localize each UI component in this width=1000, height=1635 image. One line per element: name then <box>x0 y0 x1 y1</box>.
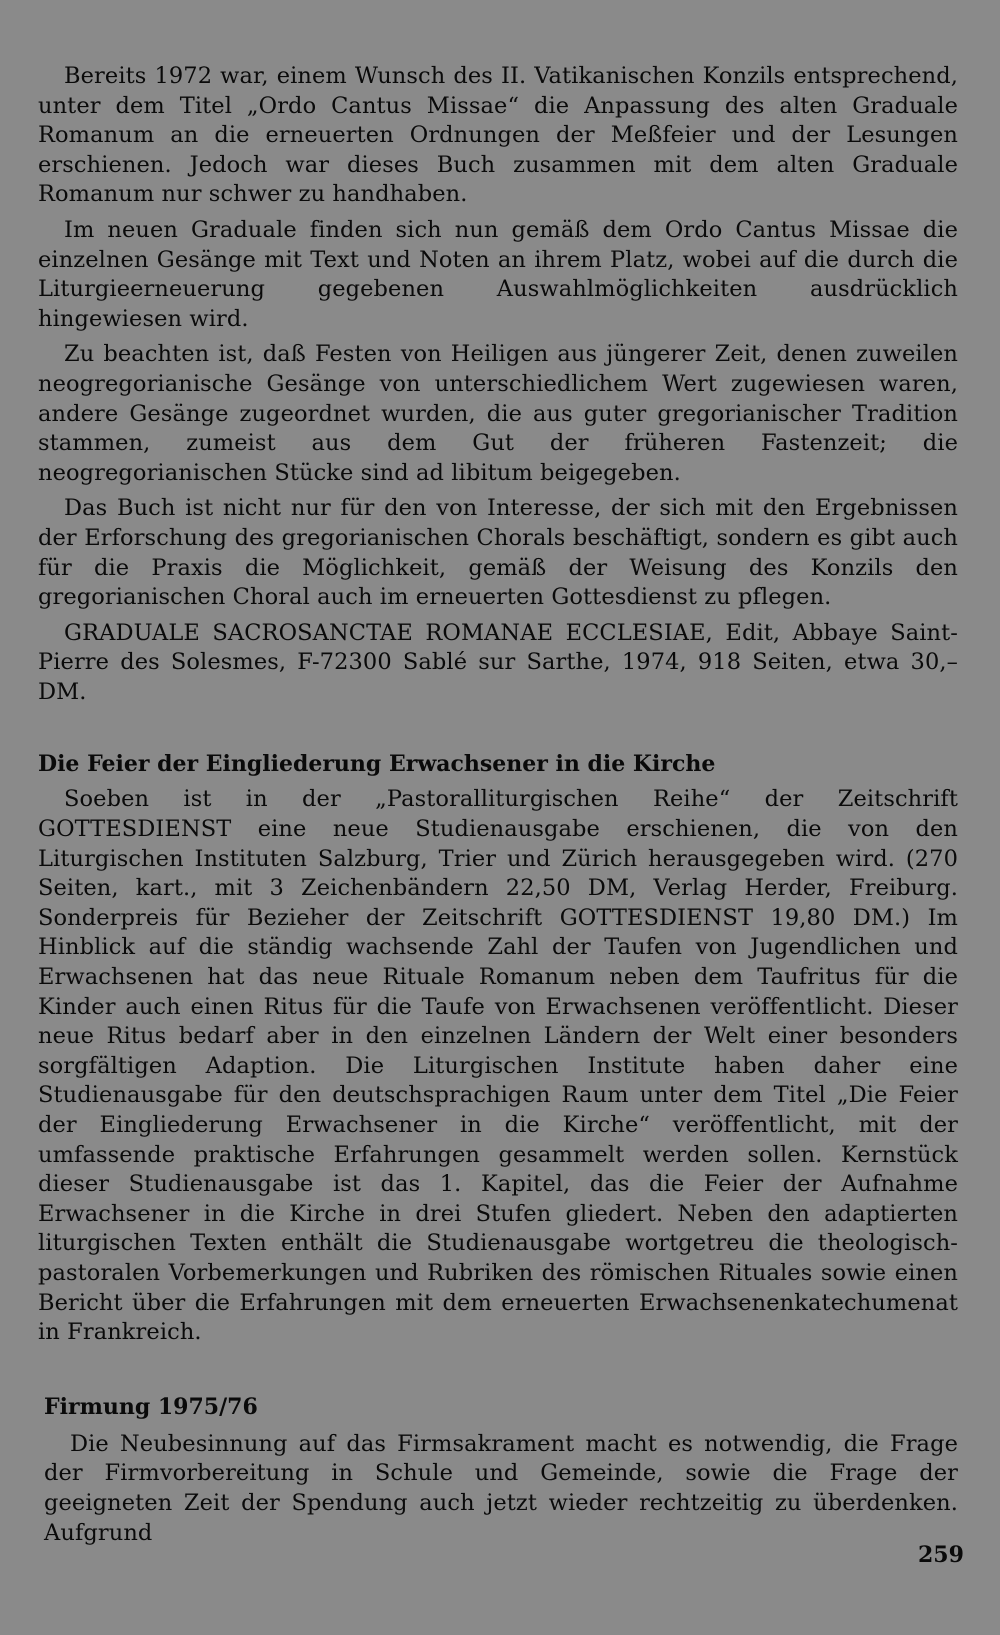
intro-paragraph-4: Das Buch ist nicht nur für den von Interesse, der sich mit den Ergebnissen der Erforschung des gregorianischen Chorals beschäftigt, sondern es gibt auch für die Praxis die Möglichkeit, gemäß der Weisung des Konzils den gregorianischen Choral auch im erneuerten Gottesdienst zu pflegen. <box>38 495 958 611</box>
section-paragraph-eingliederung: Soeben ist in der „Pastoralliturgischen Reihe“ der Zeitschrift GOTTESDIENST eine neue Studienausgabe erschienen, die von den Liturgischen Instituten Salzburg, Trier und Zürich herausgegeben wird. (270 Seiten, kart., mit 3 Zeichenbändern 22,50 DM, Verlag Herder, Freiburg. Sonderpreis für Bezieher der Zeitschrift GOTTESDIENST 19,80 DM.) Im Hinblick auf die ständig wachsende Zahl der Taufen von Jugendlichen und Erwachsenen hat das neue Rituale Romanum neben dem Taufritus für die Kinder auch einen Ritus für die Taufe von Erwachsenen veröffentlicht. Dieser neue Ritus bedarf aber in den einzelnen Ländern der Welt einer besonders sorgfältigen Adaption. Die Liturgischen Institute haben daher eine Studienausgabe für den deutschsprachigen Raum unter dem Titel „Die Feier der Eingliederung Erwachsener in die Kirche“ veröffentlicht, mit der umfassende praktische Erfahrungen gesammelt werden sollen. Kernstück dieser Studienausgabe ist das 1. Kapitel, das die Feier der Aufnahme Erwachsener in die Kirche in drei Stufen gliedert. Neben den adaptierten liturgischen Texten enthält die Studienausgabe wortgetreu die theologisch-pastoralen Vorbemerkungen und Rubriken des römischen Rituales sowie einen Bericht über die Erfahrungen mit dem erneuerten Erwachsenenkatechumenat in Frankreich. <box>38 786 958 1346</box>
intro-paragraph-3: Zu beachten ist, daß Festen von Heiligen aus jüngerer Zeit, denen zuweilen neogregorianische Gesänge von unterschiedlichem Wert zugewiesen waren, andere Gesänge zugeordnet wurden, die aus guter gregorianischer Tradition stammen, zumeist aus dem Gut der früheren Fastenzeit; die neogregorianischen Stücke sind ad libitum beigegeben. <box>38 341 958 486</box>
section-paragraph-firmung: Die Neubesinnung auf das Firmsakrament macht es notwendig, die Frage der Firmvorbereitung in Schule und Gemeinde, sowie die Frage der geeigneten Zeit der Spendung auch jetzt wieder rechtzeitig zu überdenken. Aufgrund <box>44 1430 958 1546</box>
intro-paragraph-2: Im neuen Graduale finden sich nun gemäß dem Ordo Cantus Missae die einzelnen Gesänge mit Text und Noten an ihrem Platz, wobei auf die durch die Liturgieerneuerung gegebenen Auswahlmöglichkeiten ausdrücklich hingewiesen wird. <box>38 216 958 332</box>
page-body <box>38 62 958 1554</box>
book-citation: GRADUALE SACROSANCTAE ROMANAE ECCLESIAE, Edit, Abbaye Saint-Pierre des Solesmes, F-72300 Sablé sur Sarthe, 1974, 918 Seiten, etwa 30,– DM. <box>38 619 958 705</box>
page-number: 259 <box>918 1542 964 1568</box>
section-heading-eingliederung: Die Feier der Eingliederung Erwachsener in die Kirche <box>38 751 716 778</box>
section-heading-firmung: Firmung 1975/76 <box>44 1393 258 1420</box>
intro-paragraph-1: Bereits 1972 war, einem Wunsch des II. Vatikanischen Konzils entsprechend, unter dem Titel „Ordo Cantus Missae“ die Anpassung des alten Graduale Romanum an die erneuerten Ordnungen der Meßfeier und der Lesungen erschienen. Jedoch war dieses Buch zusammen mit dem alten Graduale Romanum nur schwer zu handhaben. <box>38 63 958 208</box>
